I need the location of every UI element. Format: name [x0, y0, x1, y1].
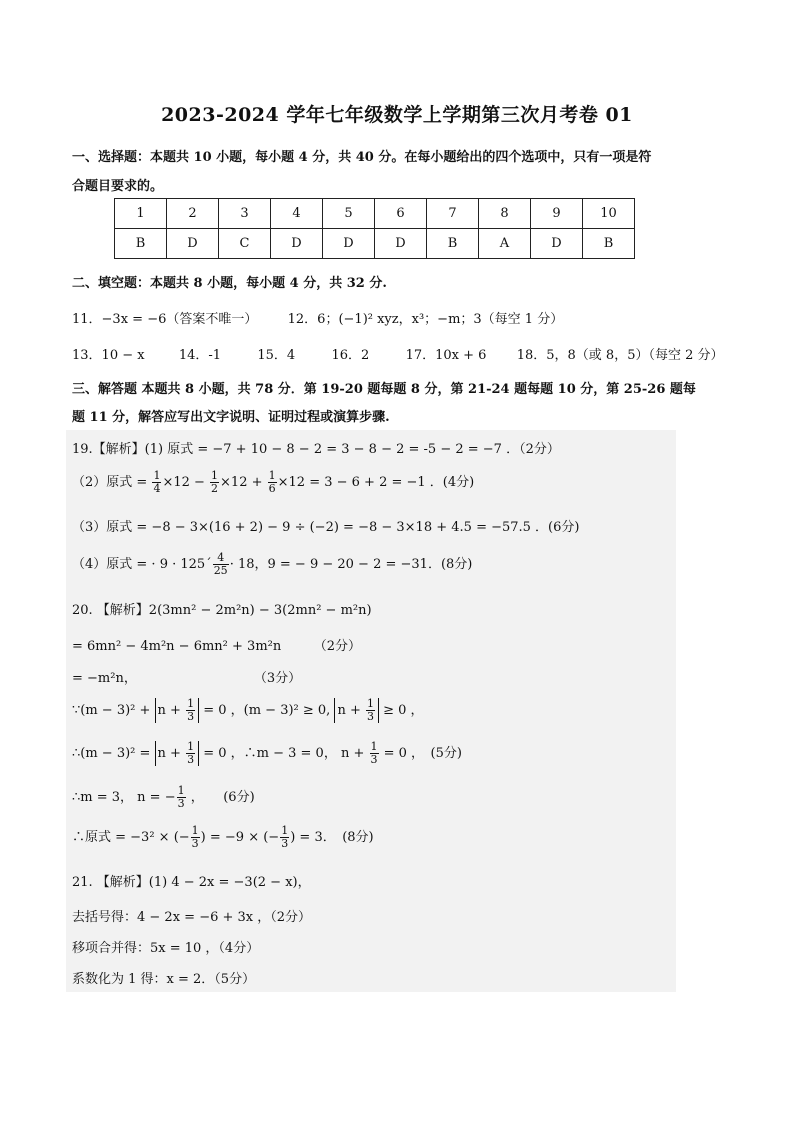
section3-heading-line1: 三、解答题 本题共 8 小题，共 78 分．第 19-20 题每题 8 分，第 21-24 题每题 10 分，第 25-26 题每	[72, 382, 696, 397]
answer-line-13-18	[72, 344, 724, 363]
table-cell: 5	[323, 199, 375, 229]
q20-line7: ∴原式 = −3² × (− $\frac{1}{3}$ ) = −9 × (− $\frac{1}{3}$ ) = 3． (8分)	[72, 824, 374, 850]
table-cell: D	[271, 229, 323, 259]
fraction-numerator: 1	[281, 824, 289, 837]
q21-line2: 去括号得：4 − 2x = −6 + 3x ，（2分）	[72, 910, 312, 925]
answer-13: 13．10 − x	[72, 348, 145, 363]
table-cell: 9	[531, 199, 583, 229]
fraction	[210, 470, 219, 495]
fraction-numerator: 1	[268, 469, 276, 482]
q20-line2: = 6mn² − 4m²n − 6mn² + 3m²n （2分）	[72, 639, 361, 654]
fraction-denominator: 3	[281, 837, 289, 850]
table-cell: D	[375, 229, 427, 259]
fraction	[213, 552, 229, 577]
fraction-numerator: 1	[370, 740, 378, 753]
table-cell: 6	[375, 199, 427, 229]
q20-line1: 20. 【解析】2(3mn² − 2m²n) − 3(2mn² − m²n)	[72, 603, 372, 618]
fraction	[152, 470, 161, 495]
table-cell: D	[167, 229, 219, 259]
q19-part1: 19.【解析】(1) 原式 = −7 + 10 − 8 − 2 = 3 − 8 − 2 = -5 − 2 = −7 ．（2分）	[72, 442, 560, 457]
fraction-numerator: 1	[211, 469, 219, 482]
table-cell: A	[479, 229, 531, 259]
q20-text: = 0 ，∴m − 3 = 0， n +	[199, 746, 369, 761]
q19-part2-text: （2）原式 =	[72, 475, 152, 490]
fraction	[280, 825, 289, 850]
q21-line4: 系数化为 1 得：x = 2．（5分）	[72, 972, 256, 987]
q20-text: n +	[337, 703, 365, 718]
section1-heading-line2: 合题目要求的。	[72, 179, 164, 194]
q20-line5	[72, 741, 462, 766]
fraction-denominator: 4	[153, 482, 161, 495]
q20-line3: = −m²n， （3分）	[72, 671, 302, 686]
table-cell: 7	[427, 199, 479, 229]
table-cell: D	[531, 229, 583, 259]
table-row-numbers	[115, 199, 635, 229]
q19-part4-text: （4）原式 = · 9 · 125´	[72, 557, 212, 572]
table-cell: 4	[271, 199, 323, 229]
table-cell: C	[219, 229, 271, 259]
fraction-denominator: 3	[187, 753, 195, 766]
section1-heading-line1: 一、选择题：本题共 10 小题，每小题 4 分，共 40 分。在每小题给出的四个选项中，只有一项是符	[72, 150, 652, 165]
absolute-value	[334, 698, 379, 723]
fraction-denominator: 3	[187, 710, 195, 723]
fraction	[268, 470, 277, 495]
q19-part4	[72, 552, 472, 577]
q19-part2-text: ×12 −	[162, 475, 210, 490]
q19-part3: （3）原式 = −8 − 3×(16 + 2) − 9 ÷ (−2) = −8 − 3×18 + 4.5 = −57.5 ．(6分)	[72, 520, 580, 535]
q19-part2-text: ×12 = 3 − 6 + 2 = −1 ．(4分)	[277, 475, 475, 490]
q20-line6	[72, 785, 255, 810]
q20-text: ∴m = 3， n = −	[72, 790, 176, 805]
q20-line4	[72, 698, 424, 723]
q19-part2	[72, 470, 474, 495]
q19-part2-text: ×12 +	[220, 475, 267, 490]
fraction	[186, 741, 195, 766]
fraction-denominator: 25	[213, 564, 228, 577]
q21-line1: 21. 【解析】(1) 4 − 2x = −3(2 − x)，	[72, 875, 311, 890]
answer-15: 15．4	[257, 348, 296, 363]
fraction-denominator: 2	[211, 482, 219, 495]
answer-16: 16．2	[331, 348, 370, 363]
fraction-denominator: 3	[370, 753, 378, 766]
table-cell: 2	[167, 199, 219, 229]
section3-heading-line2: 题 11 分，解答应写出文字说明、证明过程或演算步骤.	[72, 410, 390, 425]
q19-part4-text: · 18，9 = − 9 − 20 − 2 = −31．(8分)	[229, 557, 473, 572]
table-cell: D	[323, 229, 375, 259]
absolute-value	[155, 698, 200, 723]
fraction-numerator: 1	[366, 697, 374, 710]
q20-text: n +	[157, 746, 186, 761]
table-cell: 10	[583, 199, 635, 229]
absolute-value	[155, 741, 200, 766]
table-cell: 1	[115, 199, 167, 229]
fraction-numerator: 1	[187, 740, 195, 753]
q20-text: ∴(m − 3)² =	[72, 746, 155, 761]
answer-18: 18．5，8（或 8，5）（每空 2 分）	[516, 348, 724, 363]
table-cell: B	[427, 229, 479, 259]
table-cell: 8	[479, 199, 531, 229]
answer-line-11-12	[72, 308, 563, 327]
fraction-denominator: 6	[268, 482, 276, 495]
answer-17: 17．10x + 6	[405, 348, 487, 363]
q20-text: = 0 ，(m − 3)² ≥ 0,	[199, 703, 335, 718]
q20-text: n +	[157, 703, 186, 718]
answer-11: 11．−3x = −6（答案不唯一）	[72, 312, 258, 327]
q20-text: = 3． (8分)	[295, 830, 374, 845]
fraction	[186, 698, 195, 723]
fraction	[366, 698, 375, 723]
q20-text: ∴原式 = −3² ×	[72, 830, 174, 845]
answer-table	[114, 198, 635, 259]
fraction-numerator: 1	[191, 824, 199, 837]
q20-text: = 0 ， (5分)	[379, 746, 462, 761]
q20-text: ≥ 0 ，	[378, 703, 424, 718]
table-cell: B	[583, 229, 635, 259]
q20-text: ∵(m − 3)² +	[72, 703, 155, 718]
fraction-numerator: 1	[153, 469, 161, 482]
fraction-numerator: 1	[187, 697, 195, 710]
q21-line3: 移项合并得：5x = 10 ，（4分）	[72, 941, 260, 956]
q20-text: ， (6分)	[186, 790, 255, 805]
fraction	[370, 741, 379, 766]
section2-heading: 二、填空题：本题共 8 小题，每小题 4 分，共 32 分.	[72, 276, 387, 291]
fraction	[191, 825, 200, 850]
fraction-denominator: 3	[191, 837, 199, 850]
fraction	[177, 785, 186, 810]
table-cell: B	[115, 229, 167, 259]
table-row-answers	[115, 229, 635, 259]
q20-text: = −9 ×	[205, 830, 264, 845]
fraction-numerator: 4	[213, 552, 229, 565]
fraction-denominator: 3	[177, 797, 185, 810]
fraction-denominator: 3	[366, 710, 374, 723]
page-title: 2023-2024 学年七年级数学上学期第三次月考卷 01	[161, 104, 633, 126]
answer-12: 12．6；(−1)² xyz，x³；−m；3（每空 1 分）	[287, 312, 564, 327]
fraction-numerator: 1	[177, 784, 185, 797]
answer-14: 14．-1	[178, 348, 222, 363]
table-cell: 3	[219, 199, 271, 229]
